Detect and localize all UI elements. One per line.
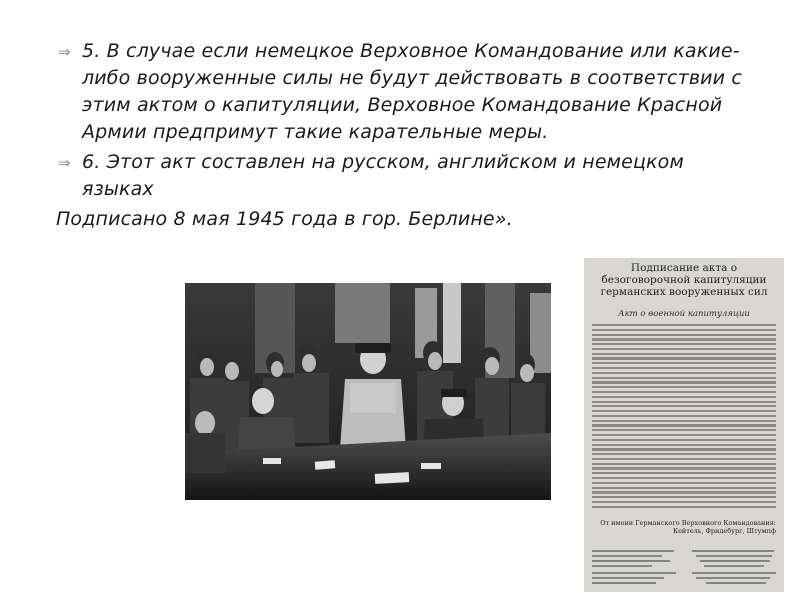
clipping-signature: От имени Германского Верховного Командования: Кейтель, Фридебург, Штумпф (600, 519, 776, 535)
paragraph-point-6 (56, 149, 746, 203)
text-block (56, 38, 746, 233)
clipping-body-text (592, 324, 776, 524)
paragraph-6-text: 6. Этот акт составлен на русском, английском и немецком языках (82, 151, 684, 200)
paragraph-point-5 (56, 38, 746, 146)
paragraph-5-text: 5. В случае если немецкое Верховное Командование или какие-либо вооруженные силы не будут действовать в соответствии с этим актом о капитуляции, Верховное Командование Красной Армии предпримут такие карательные меры. (82, 40, 742, 143)
newspaper-clipping (584, 258, 784, 592)
signing-ceremony-photo (185, 283, 551, 500)
clipping-headline: Подписание акта о безоговорочной капитуляции германских вооруженных сил (600, 262, 768, 298)
signed-line: Подписано 8 мая 1945 года в гор. Берлине». (56, 208, 513, 230)
arrow-bullet-icon: ⇒ (58, 154, 71, 172)
clipping-subheadline: Акт о военной капитуляции (618, 309, 750, 319)
clipping-signature-columns (592, 548, 776, 588)
arrow-bullet-icon: ⇒ (58, 43, 71, 61)
